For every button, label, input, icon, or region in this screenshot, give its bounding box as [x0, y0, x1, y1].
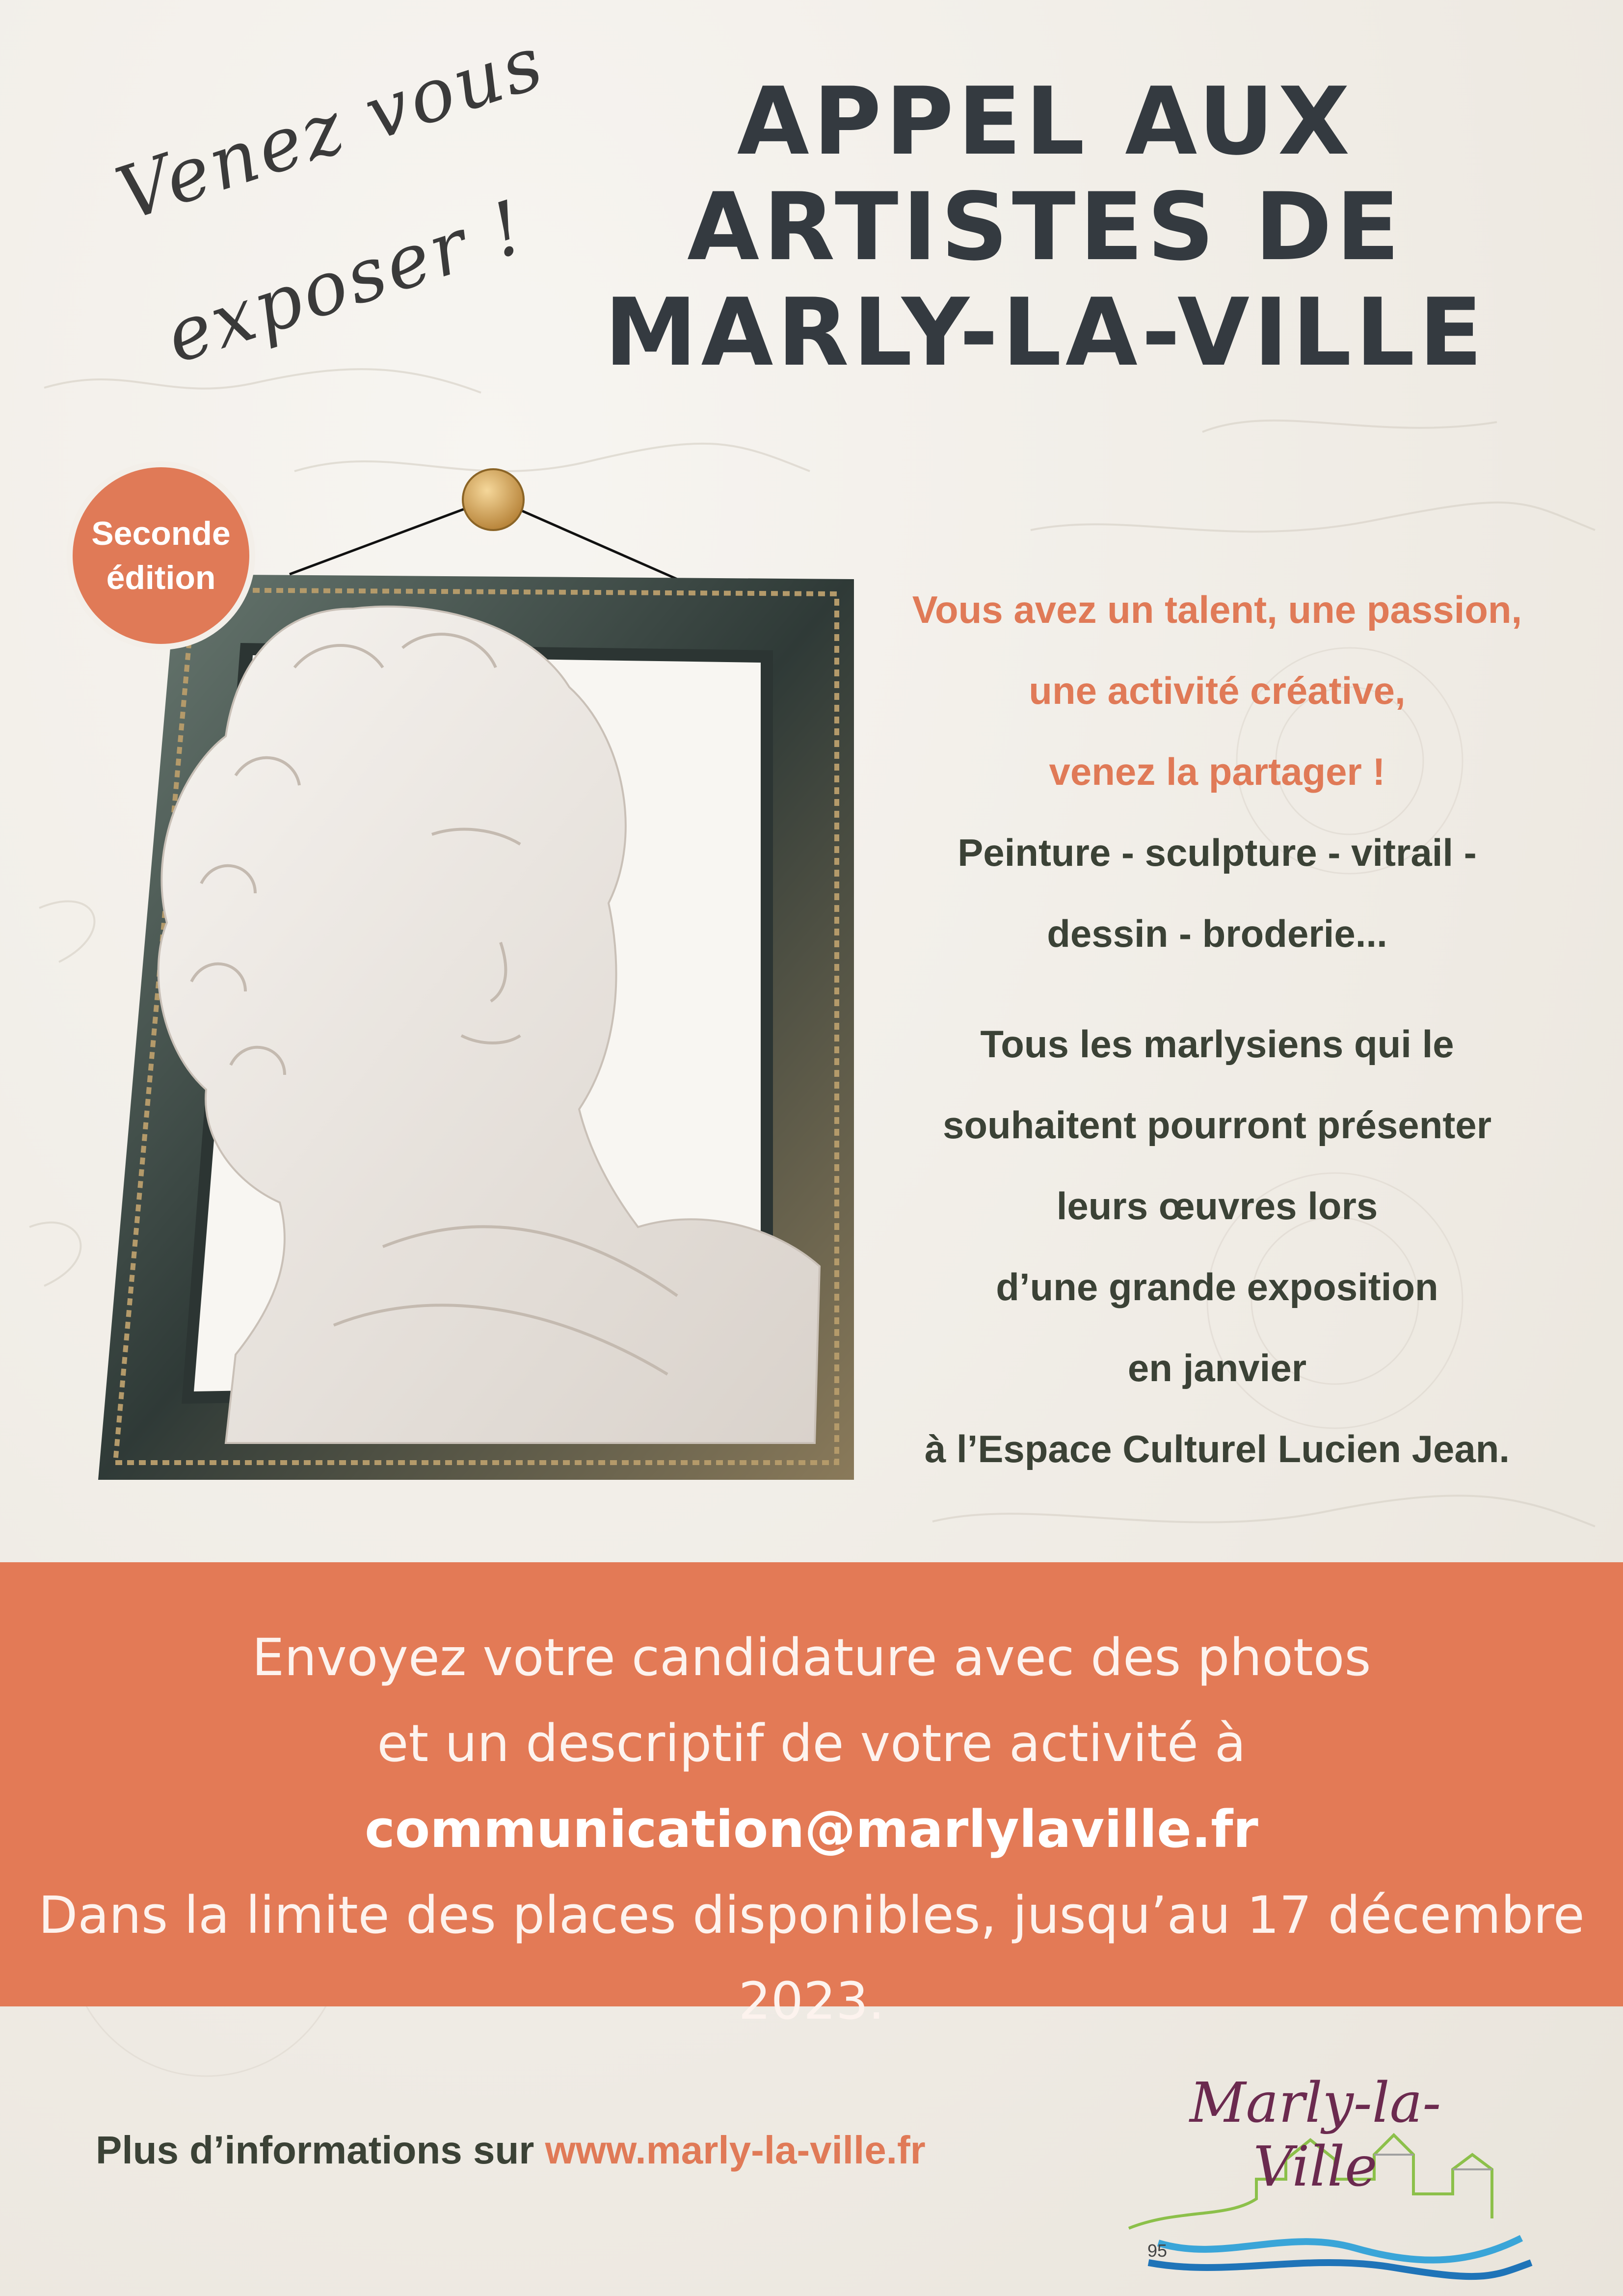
contact-email-link[interactable]: communication@marlylaville.fr — [365, 1799, 1258, 1859]
details-line-5: en janvier — [1127, 1346, 1307, 1389]
details-line-3: leurs œuvres lors — [1056, 1184, 1378, 1228]
title-line-2: ARTISTES DE — [687, 173, 1404, 281]
page-title — [579, 69, 1512, 385]
script-line-2: exposer ! — [156, 184, 537, 380]
footer-info — [96, 2128, 926, 2173]
badge-line-2: édition — [106, 559, 216, 596]
pitch-orange-3: venez la partager ! — [1049, 750, 1385, 793]
pitch-text — [874, 569, 1561, 1490]
footer-prefix: Plus d’informations sur — [96, 2128, 545, 2172]
details-line-1: Tous les marlysiens qui le — [980, 1022, 1454, 1066]
hanging-wire-left — [290, 498, 493, 574]
details-line-2: souhaitent pourront présenter — [942, 1103, 1492, 1147]
spacer — [874, 974, 1561, 1004]
banner-text — [0, 1615, 1623, 2044]
title-line-3: MARLY-LA-VILLE — [604, 278, 1487, 387]
brass-nail — [463, 469, 524, 530]
disciplines-line-1: Peinture - sculpture - vitrail - — [958, 831, 1477, 874]
pitch-orange-2: une activité créative, — [1029, 669, 1406, 712]
department-number: 95 — [1147, 2241, 1168, 2261]
script-headline — [106, 19, 653, 417]
badge-line-1: Seconde — [91, 515, 231, 552]
edition-badge — [73, 467, 249, 644]
banner-line-2: et un descriptif de votre activité à — [377, 1713, 1246, 1773]
details-line-6: à l’Espace Culturel Lucien Jean. — [924, 1427, 1510, 1470]
script-line-1: Venez vous — [106, 19, 555, 238]
pitch-orange-1: Vous avez un talent, une passion, — [912, 588, 1522, 631]
banner-deadline: Dans la limite des places disponibles, jusqu’au 17 décembre 2023. — [38, 1885, 1585, 2031]
website-link[interactable]: www.marly-la-ville.fr — [545, 2128, 926, 2172]
banner-line-1: Envoyez votre candidature avec des photos — [252, 1628, 1371, 1687]
details-line-4: d’une grande exposition — [996, 1265, 1438, 1308]
disciplines-line-2: dessin - broderie... — [1047, 912, 1387, 955]
title-line-1: APPEL AUX — [737, 67, 1354, 176]
logo-wordmark: Marly-la-Ville — [1189, 2071, 1441, 2199]
